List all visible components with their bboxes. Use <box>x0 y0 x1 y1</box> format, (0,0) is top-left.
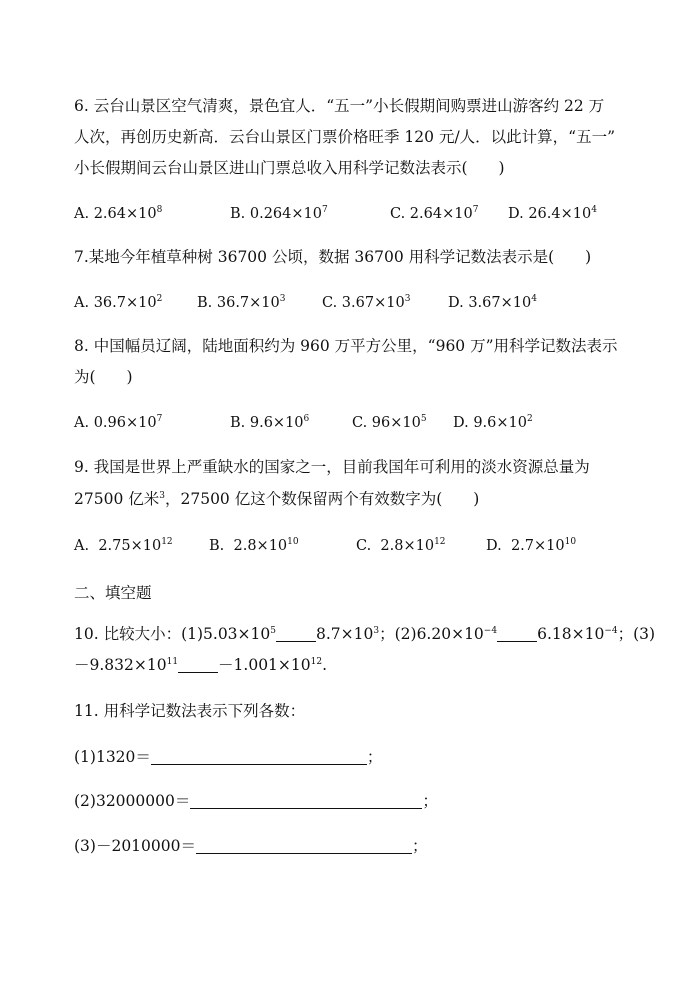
option-exponent: 12 <box>161 537 173 547</box>
option-label: C. <box>352 415 368 431</box>
option-base: 36.7×10 <box>216 295 280 311</box>
option-exponent: 6 <box>303 414 310 424</box>
exponent: −4 <box>604 626 618 636</box>
option-base: 2.75×10 <box>98 538 162 554</box>
option-exponent: 3 <box>404 294 411 304</box>
q9-line-2 <box>74 488 479 510</box>
q11-item-text: (2)32000000＝ <box>74 792 191 810</box>
option-label: A. <box>74 206 90 222</box>
q7-option-c <box>322 292 410 314</box>
option-exponent: 10 <box>564 537 577 547</box>
option-base: 96×10 <box>371 415 421 431</box>
q11-item-end: ； <box>366 748 383 766</box>
q10-part-8: . <box>322 656 328 674</box>
option-base: 2.8×10 <box>380 538 435 554</box>
q9-option-d <box>486 535 576 557</box>
option-exponent: 4 <box>531 294 537 304</box>
option-base: 0.96×10 <box>93 415 157 431</box>
q7-option-b <box>197 292 286 314</box>
q11-item-1 <box>74 746 382 768</box>
q10-part-1: 10. 比较大小：(1)5.03×10 <box>74 625 271 643</box>
q9-line-2-start: 27500 亿米 <box>74 490 160 508</box>
option-base: 2.8×10 <box>233 538 288 554</box>
q11-item-3 <box>74 835 428 857</box>
option-exponent: 7 <box>472 205 479 215</box>
option-base: 0.264×10 <box>249 206 322 222</box>
answer-blank[interactable] <box>178 656 218 673</box>
option-exponent: 5 <box>420 414 427 424</box>
q8-option-d <box>453 412 533 434</box>
q6-line-3: 小长假期间云台山景区进山门票总收入用科学记数法表示( ) <box>74 159 505 177</box>
q9-line-2-end: ，27500 亿这个数保留两个有效数字为( ) <box>164 490 480 508</box>
q10-part-2: 8.7×10 <box>316 625 374 643</box>
q7-line-1: 7.某地今年植草种树 36700 公顷，数据 36700 用科学记数法表示是( ) <box>74 248 592 266</box>
option-label: B. <box>209 538 225 554</box>
answer-blank[interactable] <box>276 625 316 642</box>
exponent: 5 <box>270 626 276 636</box>
option-base: 2.7×10 <box>510 538 565 554</box>
option-label: C. <box>322 295 338 311</box>
option-base: 3.67×10 <box>341 295 405 311</box>
option-label: D. <box>448 295 464 311</box>
exponent: 12 <box>310 657 323 667</box>
q11-item-2 <box>74 790 438 812</box>
q9-line-1: 9. 我国是世界上严重缺水的国家之一，目前我国年可利用的淡水资源总量为 <box>74 458 590 476</box>
option-label: B. <box>197 295 213 311</box>
option-exponent: 3 <box>279 294 286 304</box>
option-exponent: 7 <box>156 414 163 424</box>
q6-option-d <box>508 203 597 225</box>
q8-line-2: 为( ) <box>74 368 133 386</box>
option-base: 2.64×10 <box>93 206 157 222</box>
q7-option-d <box>448 292 537 314</box>
option-label: A. <box>74 538 90 554</box>
q11-item-end: ； <box>412 837 428 855</box>
option-label: A. <box>74 415 90 431</box>
answer-blank[interactable] <box>196 837 412 854</box>
option-exponent: 8 <box>156 205 163 215</box>
q8-option-a <box>74 412 162 434</box>
option-label: D. <box>486 538 502 554</box>
option-exponent: 10 <box>287 537 299 547</box>
option-label: D. <box>453 415 469 431</box>
option-base: 9.6×10 <box>249 415 304 431</box>
q9-option-c <box>356 535 446 557</box>
q9-option-b <box>209 535 299 557</box>
answer-blank[interactable] <box>190 792 422 809</box>
q10-part-5: ；(3) <box>617 625 656 643</box>
option-label: C. <box>356 538 372 554</box>
answer-blank[interactable] <box>497 625 537 642</box>
option-label: C. <box>390 206 406 222</box>
q8-line-1: 8. 中国幅员辽阔，陆地面积约为 960 万平方公里，“960 万”用科学记数法表示 <box>74 337 618 355</box>
q6-option-a <box>74 203 162 225</box>
q8-option-c <box>352 412 427 434</box>
answer-blank[interactable] <box>151 748 367 765</box>
option-base: 3.67×10 <box>468 295 532 311</box>
q11-item-end: ； <box>422 792 438 810</box>
option-base: 36.7×10 <box>93 295 157 311</box>
option-exponent: 2 <box>156 294 163 304</box>
q10-part-3: ；(2)6.20×10 <box>379 625 484 643</box>
q8-option-b <box>230 412 309 434</box>
q6-line-1: 6. 云台山景区空气清爽，景色宜人．“五一”小长假期间购票进山游客约 22 万 <box>74 97 605 115</box>
option-label: D. <box>508 206 524 222</box>
option-exponent: 2 <box>527 414 533 424</box>
q6-option-c <box>390 203 478 225</box>
q10-part-4: 6.18×10 <box>537 625 605 643</box>
q6-option-b <box>230 203 328 225</box>
option-label: B. <box>230 415 246 431</box>
q11-title: 11. 用科学记数法表示下列各数： <box>74 702 306 720</box>
q10-line-2 <box>74 654 327 676</box>
q9-option-a <box>74 535 173 557</box>
q7-option-a <box>74 292 162 314</box>
q10-line-1 <box>74 623 655 645</box>
option-exponent: 7 <box>322 205 328 215</box>
exponent: 3 <box>373 626 380 636</box>
section-title: 二、填空题 <box>74 584 152 602</box>
option-base: 2.64×10 <box>409 206 473 222</box>
q10-part-6: －9.832×10 <box>74 656 167 674</box>
option-exponent: 12 <box>434 537 446 547</box>
q11-item-text: (1)1320＝ <box>74 748 151 766</box>
option-label: A. <box>74 295 90 311</box>
q6-line-2: 人次，再创历史新高．云台山景区门票价格旺季 120 元/人．以此计算，“五一” <box>74 128 616 146</box>
option-base: 9.6×10 <box>473 415 527 431</box>
option-label: B. <box>230 206 246 222</box>
option-exponent: 4 <box>591 205 597 215</box>
q10-part-7: －1.001×10 <box>218 656 311 674</box>
option-base: 26.4×10 <box>528 206 592 222</box>
exponent: 11 <box>166 657 179 667</box>
q11-item-text: (3)－2010000＝ <box>74 837 196 855</box>
cube-exponent: 3 <box>159 491 165 501</box>
exponent: −4 <box>483 626 498 636</box>
